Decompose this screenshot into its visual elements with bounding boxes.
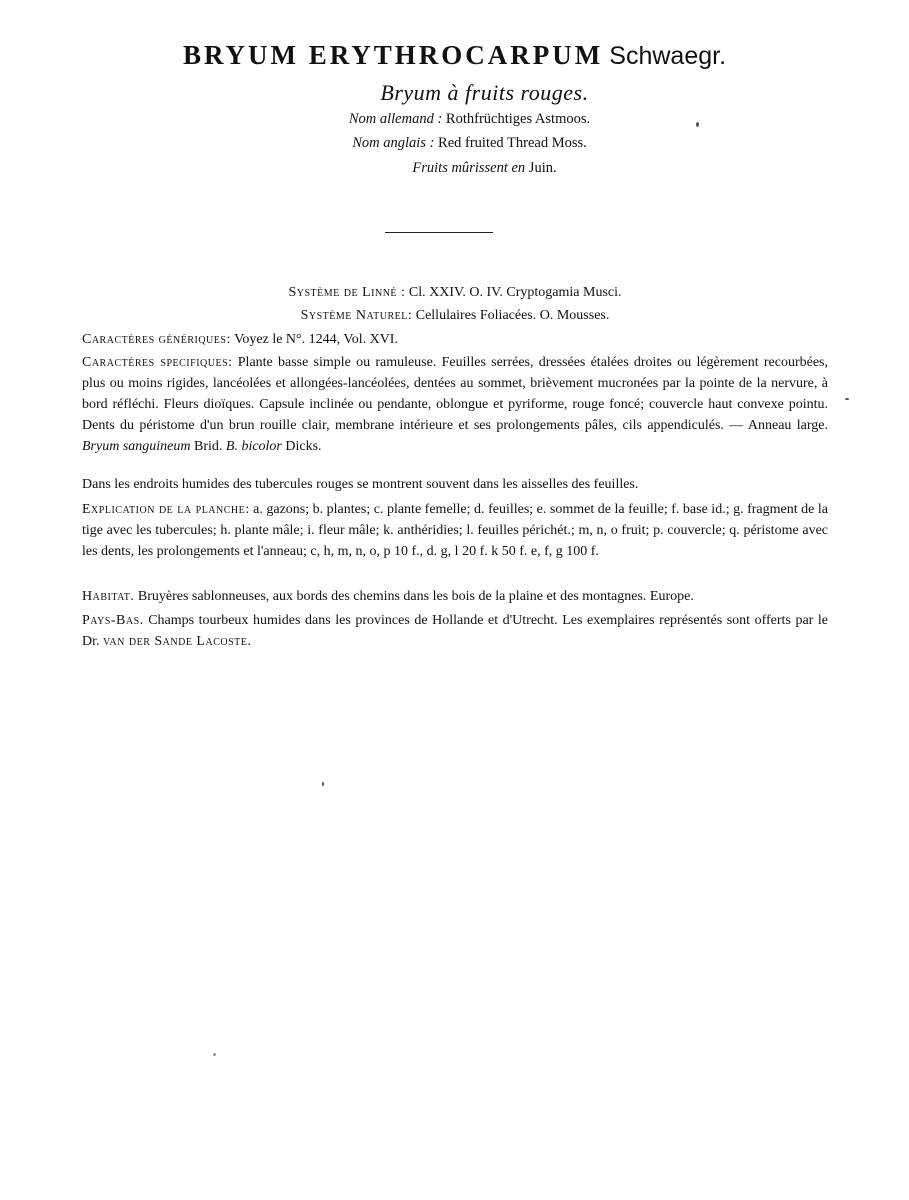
english-name-label: Nom anglais : [352, 135, 435, 151]
pays-bas-paragraph [82, 610, 828, 652]
donor-name: van der Sande Lacoste. [103, 634, 252, 649]
german-name-line [0, 111, 909, 128]
generic-label: Caractères génériques: [82, 332, 231, 347]
german-name: Rothfrüchtiges Astmoos. [445, 111, 591, 127]
fruiting-month: Juin. [528, 160, 557, 176]
english-name: Red fruited Thread Moss. [438, 135, 587, 151]
synonym-dicks: Dicks. [285, 439, 322, 454]
english-name-line [0, 135, 909, 152]
habitat-text: Bruyères sablonneuses, aux bords des chemins dans les bois de la plaine et des montagnes. Europe. [137, 589, 694, 604]
ink-speck [213, 1053, 216, 1056]
linne-system-line [82, 282, 828, 303]
german-name-label: Nom allemand : [348, 111, 443, 127]
specific-characters-paragraph [82, 352, 828, 457]
page-title [0, 40, 909, 71]
linne-label: Système de Linné : [288, 285, 406, 300]
specific-label: Caractères specifiques: [82, 355, 233, 370]
tubercule-note: Dans les endroits humides des tubercules rouges se montrent souvent dans les aisselles des feuilles. [82, 477, 639, 492]
generic-value: Voyez le N°. 1244, Vol. XVI. [234, 332, 398, 347]
synonym-italic: Bryum sanguineum [82, 439, 191, 454]
linne-value: Cl. XXIV. O. IV. Cryptogamia Musci. [408, 285, 622, 300]
natural-system-line [82, 305, 828, 326]
ink-speck [696, 122, 699, 127]
naturel-label: Système Naturel: [300, 308, 413, 323]
specific-text: Plante basse simple ou ramuleuse. Feuilles serrées, dressées étalées droites ou légèrement recourbées, plus ou moins rigides, lancéolées et allongées-lancéolées, dentées au sommet, brièvement mucronées par la pointe de la nervure, à bord réfléchi. Fleurs dioïques. Capsule inclinée ou pendante, oblongue et pyriforme, rouge foncé; couvercle haut convexe pointu. Dents du péristome d'un brun rouille clair, membrane intérieure et ses prolongements pâles, cils appendiculés. — Anneau large. [82, 355, 828, 433]
explication-label: Explication de la planche: [82, 502, 250, 517]
fruiting-line [0, 160, 909, 177]
species-author: Schwaegr. [609, 42, 727, 70]
plate-explanation-paragraph [82, 499, 828, 562]
fruiting-label: Fruits mûrissent en [412, 160, 526, 176]
generic-characters-line [82, 329, 828, 350]
divider-rule [385, 232, 493, 233]
pays-bas-label: Pays-Bas. [82, 613, 144, 628]
naturel-value: Cellulaires Foliacées. O. Mousses. [415, 308, 610, 323]
pays-bas-text: Champs tourbeux humides dans les provinces de Hollande et d'Utrecht. Les exemplaires représentés sont offerts par le Dr. [82, 613, 828, 649]
synonym-brid: Brid. [194, 439, 223, 454]
ink-speck [845, 398, 849, 400]
explication-text: a. gazons; b. plantes; c. plante femelle; d. feuilles; e. sommet de la feuille; f. base id.; g. fragment de la tige avec les tubercules; h. plante mâle; i. fleur mâle; k. anthéridies; l. feuilles périchét.; m, n, o fruit; p. couvercle; q. péristome avec les dents, les prolongements et l'anneau; c, h, m, n, o, p 10 f., d. g, l 20 f. k 50 f. e, f, g 100 f. [82, 502, 828, 559]
synonym-bicolor: B. bicolor [225, 439, 282, 454]
habitat-paragraph [82, 586, 828, 607]
ink-speck [322, 782, 324, 786]
habitat-label: Habitat. [82, 589, 135, 604]
species-name: BRYUM ERYTHROCARPUM [182, 40, 604, 70]
french-name: Bryum à fruits rouges. [380, 80, 589, 105]
